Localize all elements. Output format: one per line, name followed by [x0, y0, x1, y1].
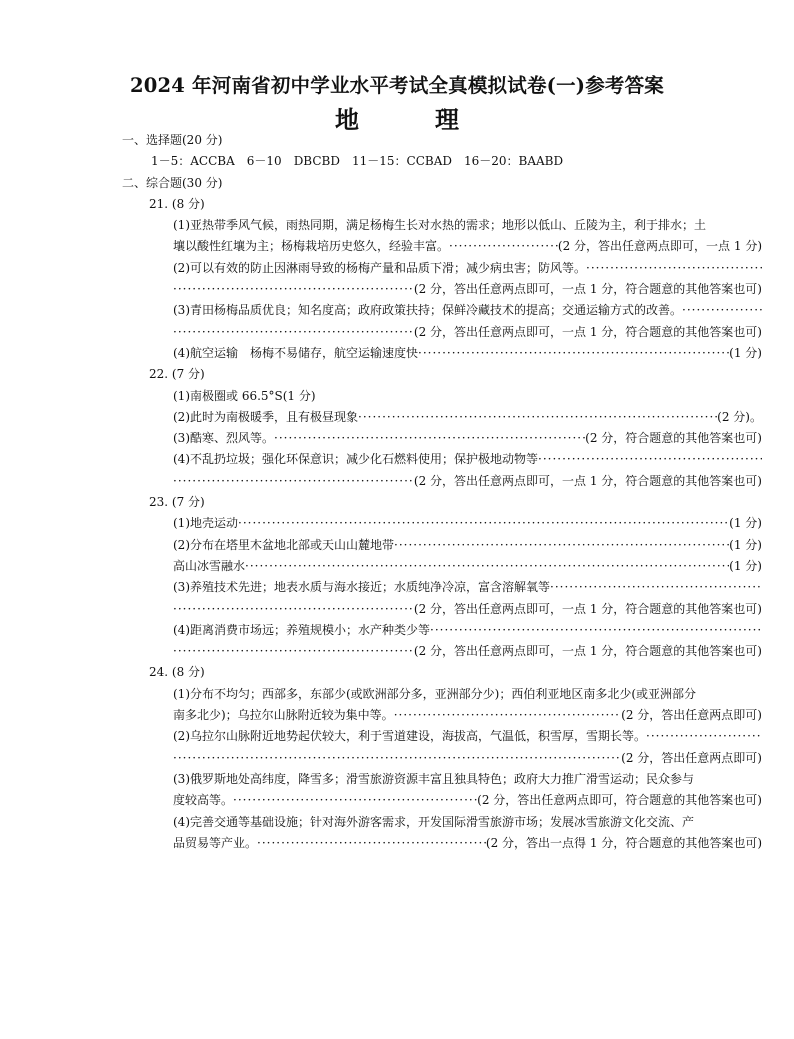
q21-answer-2-line-1: [173, 258, 762, 279]
q21-answer-3-line-2: [173, 322, 762, 343]
q21-answer-4-text: (4)航空运输 杨梅不易储存，航空运输速度快: [173, 345, 418, 360]
dot-leader: [173, 599, 414, 620]
q21-answer-2-line-2: [173, 279, 762, 300]
multiple-choice-answers: 1－5：ACCBA 6－10 DBCBD 11－15：CCBAD 16－20：BAABD: [151, 154, 564, 169]
q23-answer-2b: [173, 556, 762, 577]
section-comprehensive-heading: 二、综合题(30 分): [122, 175, 223, 190]
question-21-header: 21. (8 分): [149, 196, 205, 211]
q23-answer-2-text: (2)分布在塔里木盆地北部或天山山麓地带: [173, 537, 394, 552]
q22-answer-3-text: (3)酷寒、烈风等。: [173, 431, 274, 446]
q24-answer-2-line-1: [173, 726, 762, 747]
q22-answer-4-line-1: [173, 449, 762, 470]
q23-answer-2b-score: (1 分): [729, 558, 762, 573]
q21-answer-4: [173, 343, 762, 364]
q21-answer-1-score: (2 分，答出任意两点即可，一点 1 分): [557, 239, 762, 254]
q23-answer-1-text: (1)地壳运动: [173, 516, 238, 531]
q21-answer-1-line-2: [173, 236, 762, 257]
q22-answer-4-line-2: [173, 471, 762, 492]
q24-answer-4-line-1: (4)完善交通等基础设施；针对海外游客需求，开发国际滑雪旅游市场；发展冰雪旅游文化交流、产: [173, 814, 695, 829]
dot-leader: [538, 449, 762, 470]
dot-leader: [394, 705, 621, 726]
q23-answer-3-line-1: [173, 577, 762, 598]
q24-answer-3-line-2: [173, 790, 762, 811]
question-24-header: 24. (8 分): [149, 665, 205, 680]
dot-leader: [173, 471, 414, 492]
q24-answer-4-line-2: [173, 833, 762, 854]
q21-answer-3-line-1: [173, 300, 762, 321]
document-title: 2024 年河南省初中学业水平考试全真模拟试卷(一)参考答案: [129, 74, 664, 97]
dot-leader: [449, 236, 558, 257]
q22-answer-3-score: (2 分，符合题意的其他答案也可): [585, 431, 762, 446]
q23-answer-4-line-1: [173, 620, 762, 641]
q23-answer-3-text: (3)养殖技术先进；地表水质与海水接近；水质纯净冷凉，富含溶解氧等: [173, 580, 551, 595]
q22-answer-1: (1)南极圈或 66.5°S(1 分): [173, 388, 316, 403]
q22-answer-2: [173, 407, 762, 428]
question-23-header: 23. (7 分): [149, 495, 205, 510]
dot-leader: [233, 790, 477, 811]
q24-answer-1-score: (2 分，答出任意两点即可): [621, 708, 762, 723]
section-multiple-choice-heading: 一、选择题(20 分): [122, 133, 223, 147]
dot-leader: [550, 577, 762, 598]
q23-answer-4-text: (4)距离消费市场远；养殖规模小；水产种类少等: [173, 622, 430, 637]
q23-answer-1: [173, 513, 762, 534]
q23-answer-4-score: (2 分，答出任意两点即可，一点 1 分，符合题意的其他答案也可): [413, 644, 762, 659]
dot-leader: [173, 748, 621, 769]
q23-answer-2b-text: 高山冰雪融水: [173, 558, 246, 573]
q23-answer-3-line-2: [173, 599, 762, 620]
q21-answer-1-line-1: (1)亚热带季风气候，雨热同期，满足杨梅生长对水热的需求；地形以低山、丘陵为主，利于排水；土: [173, 218, 707, 233]
dot-leader: [257, 833, 486, 854]
q24-answer-2-line-2: [173, 748, 762, 769]
q24-answer-2-text: (2)乌拉尔山脉附近地势起伏较大，利于雪道建设，海拔高，气温低，积雪厚，雪期长等。: [173, 729, 647, 744]
dot-leader: [646, 726, 762, 747]
q21-answer-2-score: (2 分，答出任意两点即可，一点 1 分，符合题意的其他答案也可): [413, 282, 762, 297]
q24-answer-1-text: 南多北少)；乌拉尔山脉附近较为集中等。: [173, 708, 394, 723]
q23-answer-2: [173, 535, 762, 556]
question-22-header: 22. (7 分): [149, 367, 205, 382]
dot-leader: [430, 620, 762, 641]
q24-answer-3-score: (2 分，答出任意两点即可，符合题意的其他答案也可): [477, 793, 762, 808]
q21-answer-3-text: (3)青田杨梅品质优良；知名度高；政府政策扶持；保鲜冷藏技术的提高；交通运输方式的改善。: [173, 303, 683, 318]
q21-answer-1-text: 壤以酸性红壤为主；杨梅栽培历史悠久，经验丰富。: [173, 239, 450, 254]
dot-leader: [173, 279, 414, 300]
q24-answer-3-line-1: (3)俄罗斯地处高纬度，降雪多；滑雪旅游资源丰富且独具特色；政府大力推广滑雪运动；民众参与: [173, 771, 695, 786]
subject-heading: 地 理: [335, 105, 485, 134]
dot-leader: [173, 641, 414, 662]
dot-leader: [274, 428, 585, 449]
q23-answer-4-line-2: [173, 641, 762, 662]
q24-answer-1-line-2: [173, 705, 762, 726]
q21-answer-3-score: (2 分，答出任意两点即可，一点 1 分，符合题意的其他答案也可): [413, 324, 762, 339]
q21-answer-2-text: (2)可以有效的防止因淋雨导致的杨梅产量和品质下滑；减少病虫害；防风等。: [173, 260, 587, 275]
q24-answer-4-text: 品贸易等产业。: [173, 835, 258, 850]
q22-answer-4-text: (4)不乱扔垃圾；强化环保意识；减少化石燃料使用；保护极地动物等: [173, 452, 539, 467]
q24-answer-4-score: (2 分，答出一点得 1 分，符合题意的其他答案也可): [485, 835, 762, 850]
q22-answer-3: [173, 428, 762, 449]
dot-leader: [682, 300, 762, 321]
dot-leader: [394, 535, 729, 556]
dot-leader: [173, 322, 414, 343]
q23-answer-3-score: (2 分，答出任意两点即可，一点 1 分，符合题意的其他答案也可): [413, 601, 762, 616]
dot-leader: [238, 513, 729, 534]
q22-answer-2-text: (2)此时为南极暖季，且有极昼现象: [173, 409, 358, 424]
q23-answer-1-score: (1 分): [729, 516, 762, 531]
q24-answer-2-score: (2 分，答出任意两点即可): [621, 750, 762, 765]
q21-answer-4-score: (1 分): [729, 345, 762, 360]
q24-answer-1-line-1: (1)分布不均匀；西部多，东部少(或欧洲部分多，亚洲部分少)；西伯利亚地区南多北少(或亚洲部分: [173, 686, 697, 701]
q24-answer-3-text: 度较高等。: [173, 793, 234, 808]
q22-answer-2-score: (2 分)。: [717, 409, 762, 424]
q23-answer-2-score: (1 分): [729, 537, 762, 552]
answer-content: [122, 130, 762, 854]
dot-leader: [358, 407, 717, 428]
dot-leader: [586, 258, 762, 279]
dot-leader: [418, 343, 729, 364]
q22-answer-4-score: (2 分，答出任意两点即可，一点 1 分，符合题意的其他答案也可): [413, 473, 762, 488]
dot-leader: [245, 556, 729, 577]
